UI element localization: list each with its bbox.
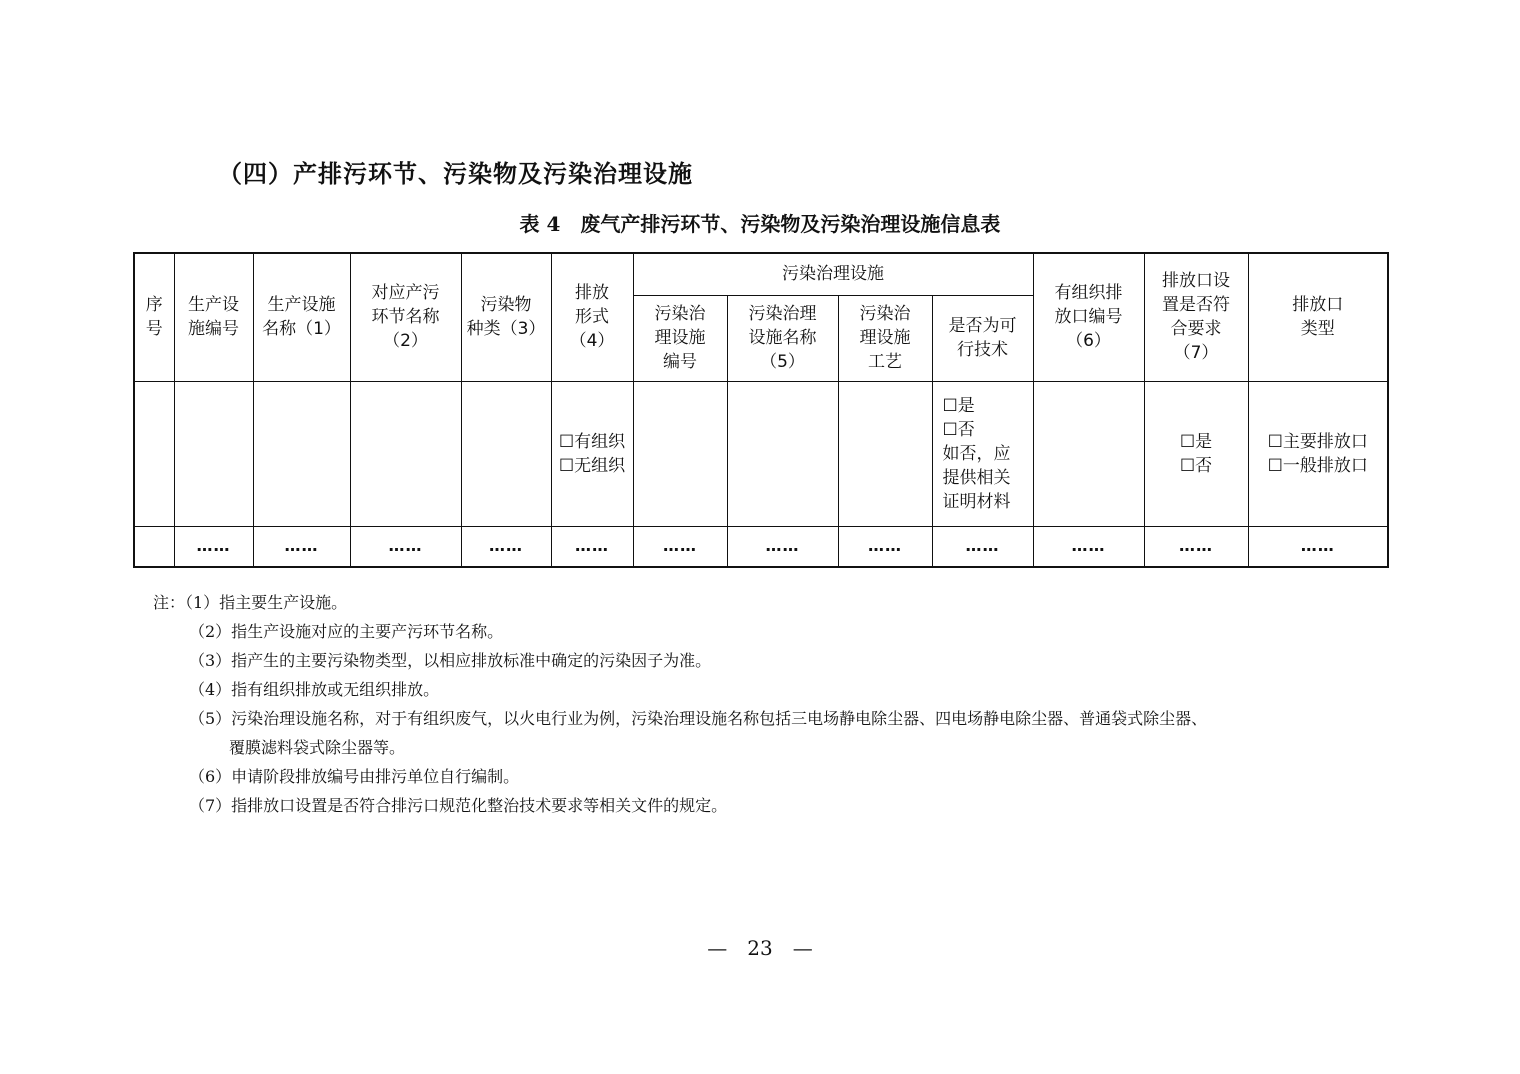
cell-ellipsis: …… <box>350 526 461 567</box>
checkbox-feasible-no[interactable]: ☐否 <box>942 419 975 440</box>
cell-ellipsis: …… <box>461 526 551 567</box>
cell-ellipsis: …… <box>174 526 253 567</box>
checkbox-unorganized[interactable]: ☐无组织 <box>558 455 626 476</box>
cell-outlet-type <box>1248 381 1388 526</box>
cell-ellipsis: …… <box>633 526 727 567</box>
cell-feasible: ☐是 ☐否 如否，应 提供相关 证明材料 <box>932 381 1033 526</box>
checkbox-compliance-yes[interactable]: ☐是 <box>1179 431 1213 452</box>
cell-form <box>551 381 633 526</box>
table-caption: 表 4 废气产排污环节、污染物及污染治理设施信息表 <box>519 212 1001 236</box>
header-feasible: 是否为可 行技术 <box>932 295 1033 381</box>
note-5: （5）污染治理设施名称，对于有组织废气，以火电行业为例，污染治理设施名称包括三电场静电除尘器、四电场静电除尘器、普通袋式除尘器、 <box>189 709 1208 728</box>
cell-ellipsis: …… <box>551 526 633 567</box>
cell-link-name[interactable] <box>350 381 461 526</box>
cell-outlet-no[interactable] <box>1033 381 1144 526</box>
checkbox-general-outlet[interactable]: ☐一般排放口 <box>1267 455 1368 476</box>
header-facility-name: 生产设施 名称（1） <box>253 253 350 381</box>
cell-ellipsis: …… <box>838 526 932 567</box>
checkbox-organized[interactable]: ☐有组织 <box>558 431 626 452</box>
cell-pollutant[interactable] <box>461 381 551 526</box>
checkbox-compliance-no[interactable]: ☐否 <box>1179 455 1213 476</box>
section-heading: （四）产排污环节、污染物及污染治理设施 <box>218 160 693 188</box>
note-1: 注：（1）指主要生产设施。 <box>153 593 348 612</box>
checkbox-feasible-yes[interactable]: ☐是 <box>942 395 975 416</box>
cell-facility-name[interactable] <box>253 381 350 526</box>
cell-ellipsis: …… <box>727 526 838 567</box>
header-treatment-name: 污染治理 设施名称 （5） <box>727 295 838 381</box>
cell-treatment-name[interactable] <box>727 381 838 526</box>
note-6: （6）申请阶段排放编号由排污单位自行编制。 <box>189 767 520 786</box>
header-outlet-no: 有组织排 放口编号 （6） <box>1033 253 1144 381</box>
cell-facility-no[interactable] <box>174 381 253 526</box>
cell-seq[interactable] <box>134 381 174 526</box>
header-outlet-type: 排放口 类型 <box>1248 253 1388 381</box>
cell-outlet-compliance <box>1144 381 1248 526</box>
note-7: （7）指排放口设置是否符合排污口规范化整治技术要求等相关文件的规定。 <box>189 796 728 815</box>
cell-ellipsis: …… <box>1144 526 1248 567</box>
cell-treatment-tech[interactable] <box>838 381 932 526</box>
notes <box>153 588 1207 820</box>
info-table <box>133 252 1389 568</box>
header-row-1 <box>134 253 1388 295</box>
cell-treatment-no[interactable] <box>633 381 727 526</box>
header-seq: 序 号 <box>134 253 174 381</box>
cell-ellipsis: …… <box>932 526 1033 567</box>
cell-ellipsis: …… <box>253 526 350 567</box>
header-link-name: 对应产污 环节名称 （2） <box>350 253 461 381</box>
checkbox-main-outlet[interactable]: ☐主要排放口 <box>1267 431 1368 452</box>
note-5-continued: 覆膜滤料袋式除尘器等。 <box>229 738 406 757</box>
header-pollutant: 污染物 种类（3） <box>461 253 551 381</box>
header-treatment-tech: 污染治 理设施 工艺 <box>838 295 932 381</box>
page-number: — 23 — <box>707 936 813 960</box>
header-treatment-no: 污染治 理设施 编号 <box>633 295 727 381</box>
header-outlet-compliance: 排放口设 置是否符 合要求 （7） <box>1144 253 1248 381</box>
header-treatment-group: 污染治理设施 <box>633 253 1033 295</box>
table-row-ellipsis <box>134 526 1388 567</box>
table-row <box>134 381 1388 526</box>
header-facility-no: 生产设 施编号 <box>174 253 253 381</box>
cell-ellipsis: …… <box>1248 526 1388 567</box>
header-form: 排放 形式 （4） <box>551 253 633 381</box>
cell-ellipsis-seq <box>134 526 174 567</box>
cell-ellipsis: …… <box>1033 526 1144 567</box>
note-4: （4）指有组织排放或无组织排放。 <box>189 680 440 699</box>
note-3: （3）指产生的主要污染物类型，以相应排放标准中确定的污染因子为准。 <box>189 651 712 670</box>
note-2: （2）指生产设施对应的主要产污环节名称。 <box>189 622 504 641</box>
